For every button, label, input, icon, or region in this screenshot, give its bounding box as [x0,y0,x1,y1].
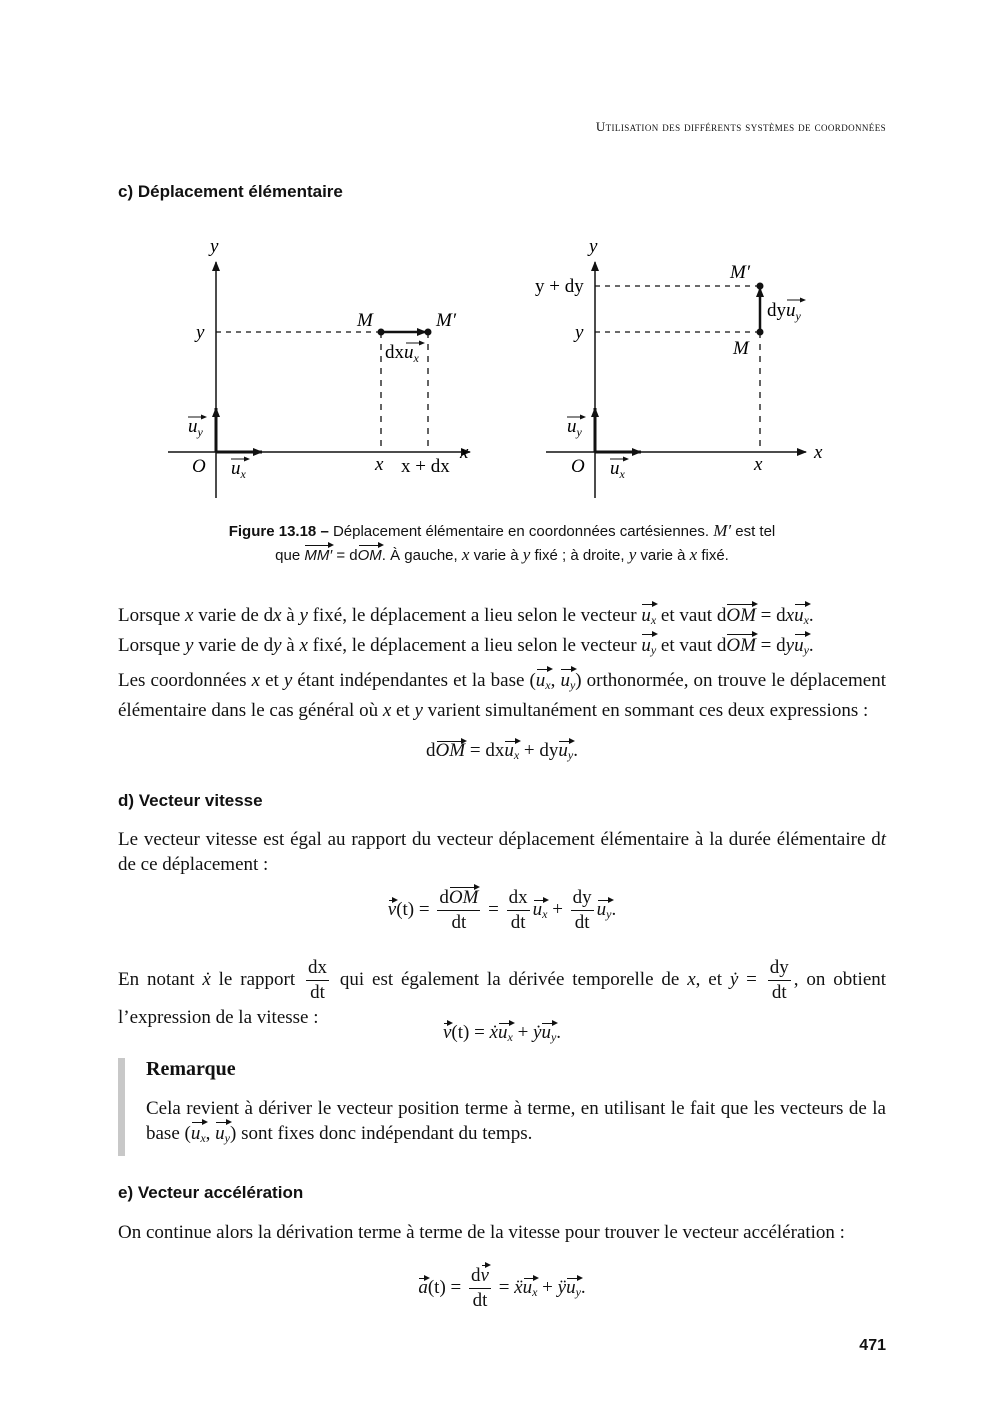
remark-body: Cela revient à dériver le vecteur position terme à terme, en utilisant le fait que les vecteurs de la base ($u_x$, $u_y$) sont fixes donc indépendant du temps. [146,1096,886,1151]
point-M-prime [757,283,764,290]
label-ux: $u_x$ [231,458,246,481]
label-M: M [357,310,373,331]
remark-box [118,1058,886,1156]
label-uy: $u_y$ [567,416,582,439]
label-origin: O [192,456,206,477]
label-x-dx-tick: x + dx [401,456,450,477]
label-M-prime: M′ [436,310,456,331]
running-header: Utilisation des différents systèmes de coordonnées [595,119,886,134]
section-heading-c: c) Déplacement élémentaire [118,182,343,201]
label-displacement: dyu$_y$ [767,300,801,323]
label-origin: O [571,456,585,477]
label-axis-y: y [589,236,598,257]
paragraph-acceleration: On continue alors la dérivation terme à terme de la vitesse pour trouver le vecteur accélération : [118,1222,845,1243]
label-axis-x: x [460,442,469,463]
label-axis-y: y [210,236,219,257]
label-displacement: dxu$_x$ [385,342,419,365]
paragraph-velocity-notation: En notant ẋ le rapport $\frac{dx}{dt}$ qui est également la dérivée temporelle de x, et ẏ = $\frac{dy}{dt}$ , on obtient l’expression de la vitesse : [118,957,887,1028]
label-M-prime: M′ [730,262,750,283]
left-diagram [168,236,470,498]
point-M [378,329,385,336]
paragraph-velocity: Le vecteur vitesse est égal au rapport du vecteur déplacement élémentaire à la durée élémentaire dt de ce déplacement : [118,829,886,875]
label-uy: $u_y$ [188,416,203,439]
remark-title: Remarque [146,1058,236,1080]
point-M-prime [425,329,432,336]
section-heading-e: e) Vecteur accélération [118,1183,304,1202]
paragraph-displacement: Lorsque x varie de dx à y fixé, le déplacement a lieu selon le vecteur $u_x$ et vaut dOM = dxu$_x$. Lorsque y varie de dy à x fixé, le déplacement a lieu selon le vecteur $u_y$ et vaut dOM = dyu$_y$. Les coordonnées x et y étant indépendantes et la base ($u_x$, $u_y$) orthonormée, on trouve le déplacement élémentaire dans le cas général où x et y varient simultanément en sommant ces deux expressions : [118,605,886,721]
label-x-tick: x [754,454,763,475]
page-number: 471 [859,1337,886,1354]
figure-caption: Figure 13.18 – Déplacement élémentaire en coordonnées cartésiennes. M′ est tel que MM′ = dOM. À gauche, x varie à y fixé ; à droite, y varie à x fixé. [150,519,854,567]
label-x-tick: x [375,454,384,475]
equation-acceleration: a(t) = $\frac{dv}{dt}$ = ẍu$_x$ + $ÿu_y$. [418,1265,586,1311]
point-M [757,329,764,336]
equation-dOM: dOM = dxu$_x$ + dyu$_y$. [426,740,578,762]
label-y-level: y [196,322,205,343]
equation-velocity-dot: v(t) = ẋu$_x$ + ẏu$_y$. [442,1022,562,1044]
section-heading-d: d) Vecteur vitesse [118,791,263,810]
figure-cartesian-displacement [0,0,1004,515]
label-y-level: y [575,322,584,343]
label-ux: $u_x$ [610,458,625,481]
equation-velocity: v(t) = $\frac{\text{dOM}}{dt}$ = $\frac{dx}{dt}$ $u_x$ + $\frac{dy}{dt}$ $u_y$. [387,887,617,933]
label-axis-x: x [814,442,823,463]
remark-bar [118,1058,125,1156]
right-diagram [535,236,823,498]
label-y-dy-level: y + dy [535,276,584,297]
label-M: M [733,338,749,359]
